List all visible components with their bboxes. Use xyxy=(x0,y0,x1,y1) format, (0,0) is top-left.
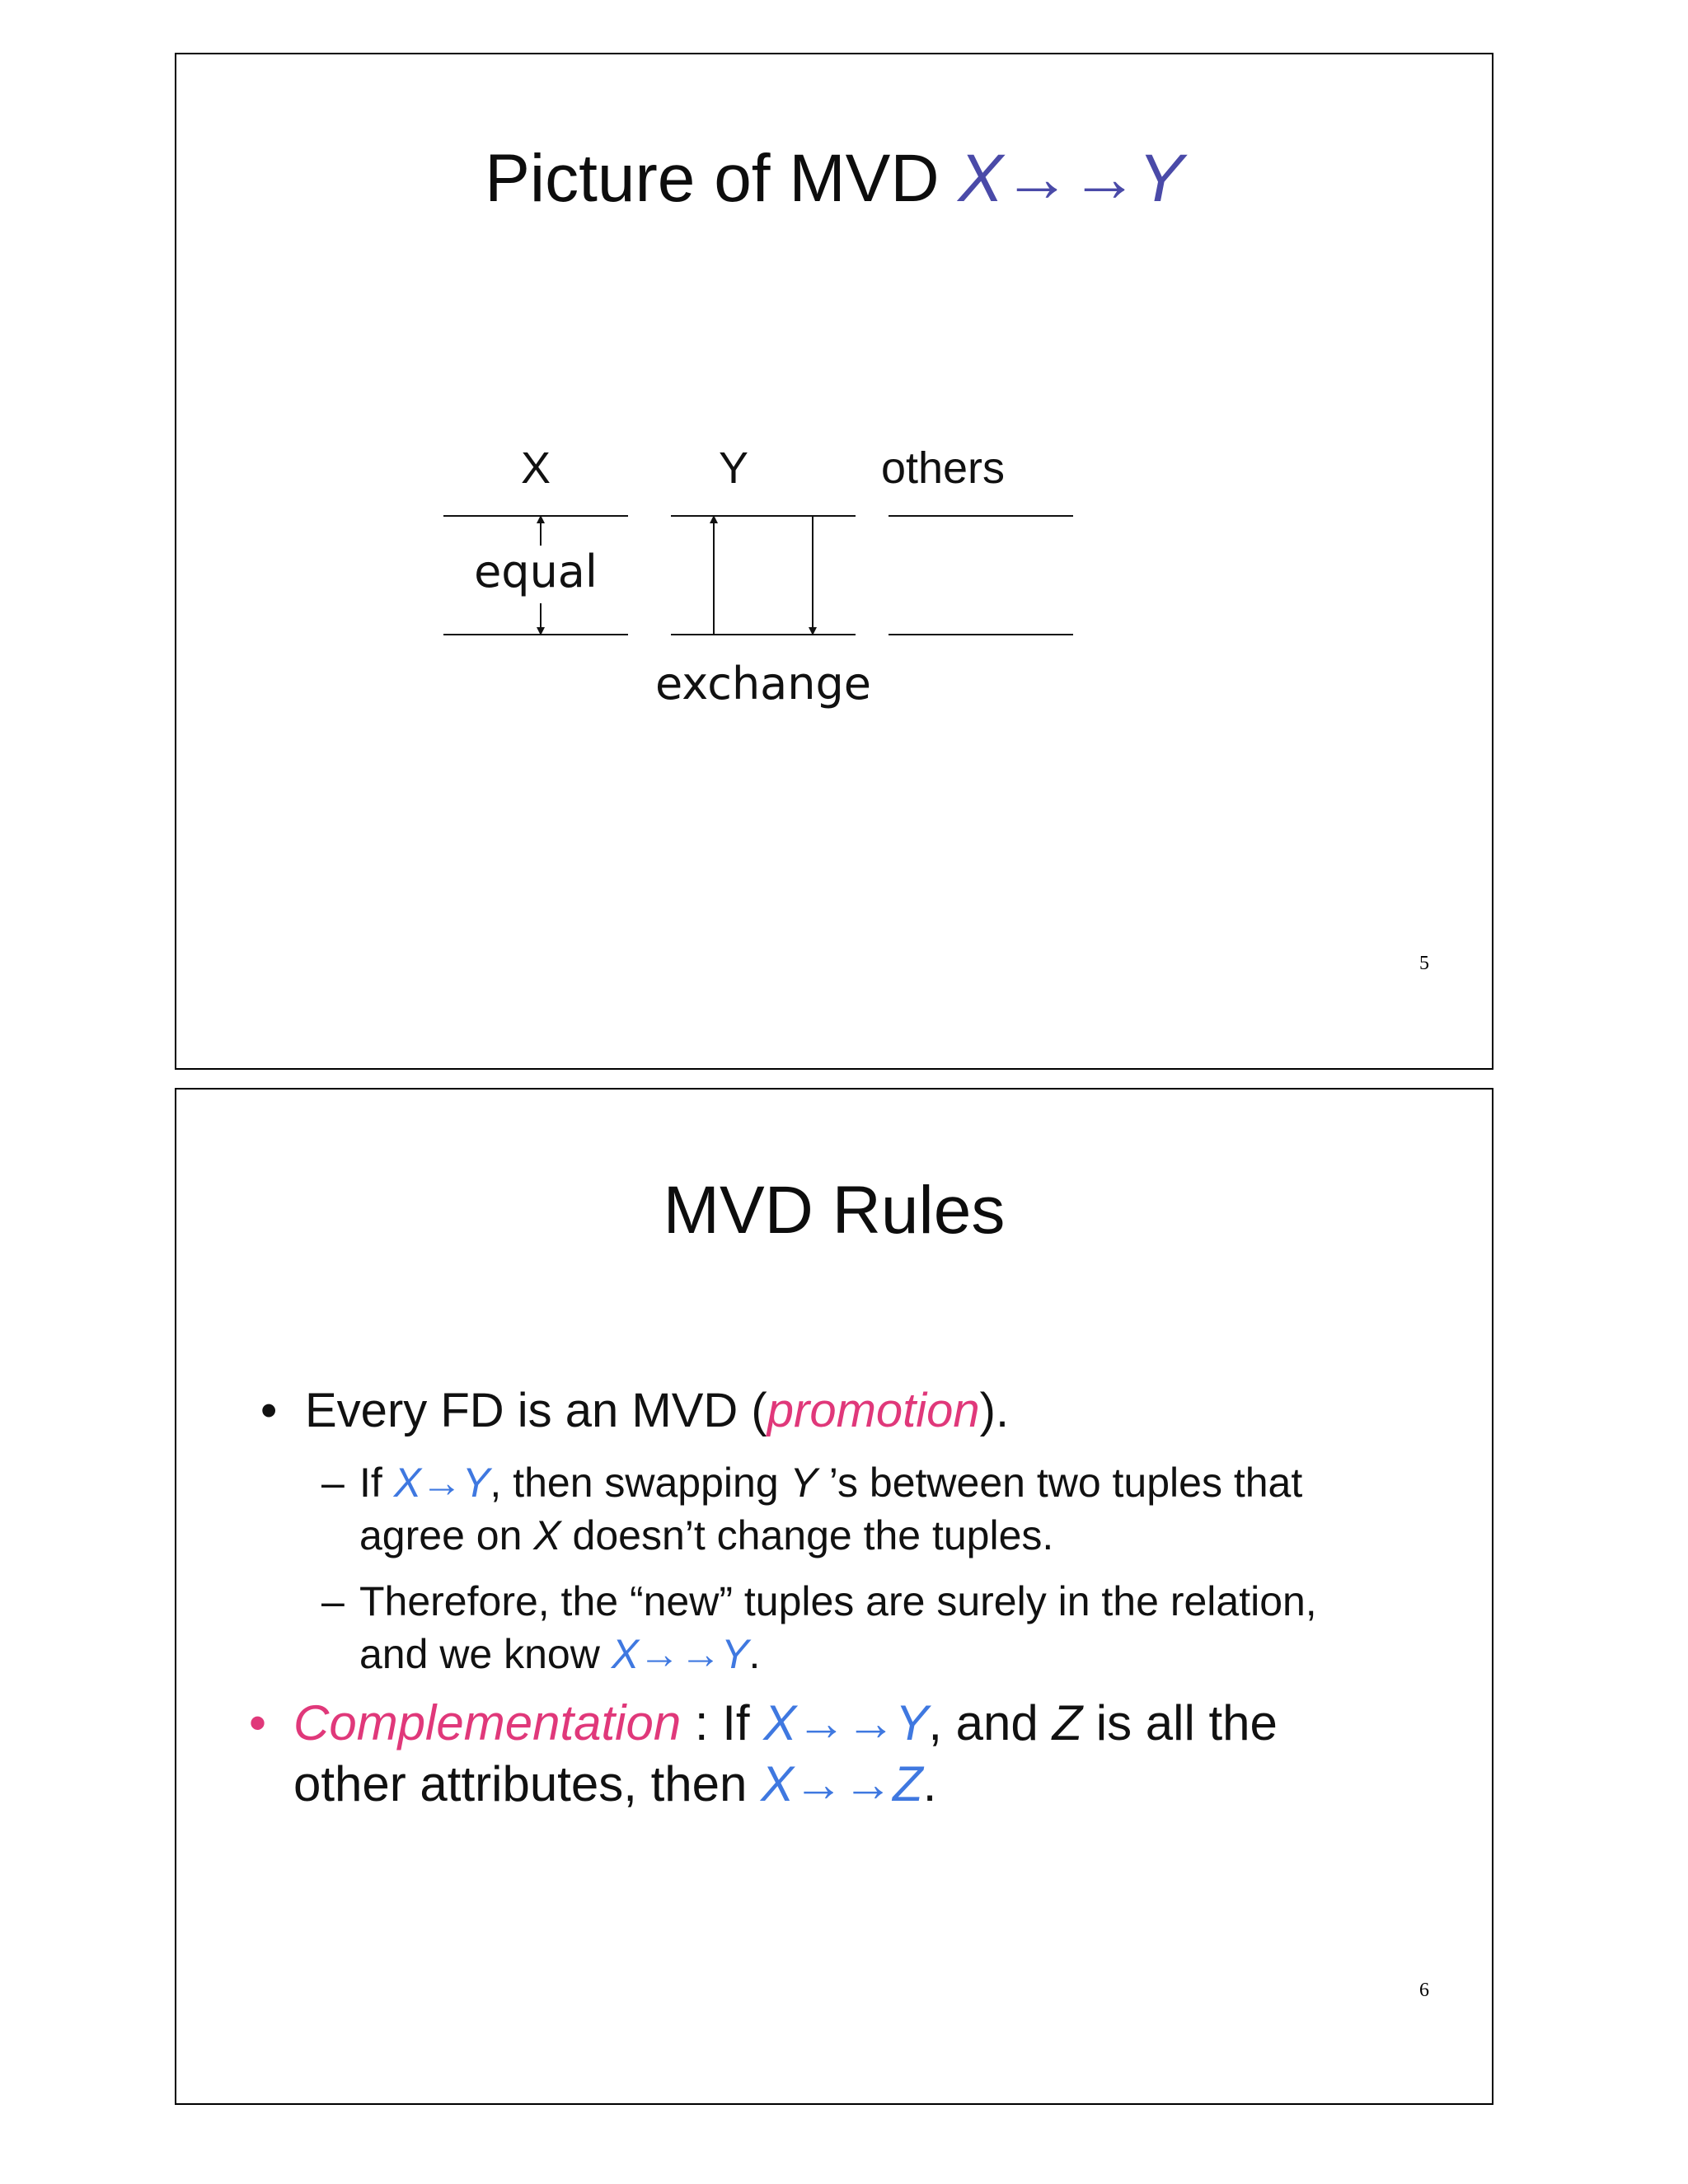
mvd-arrow-icon: →→ xyxy=(796,1695,896,1750)
dash-icon: – xyxy=(321,1460,345,1506)
mvd-arrow-icon: →→ xyxy=(1003,141,1139,216)
slide2-page-number: 6 xyxy=(1419,1980,1429,2001)
title-var-y: Y xyxy=(1138,141,1184,216)
mvd-diagram xyxy=(176,368,1495,829)
sub1-l2-pre: agree on xyxy=(359,1512,534,1558)
slide1-title xyxy=(176,140,1492,218)
slide1-page-number: 5 xyxy=(1419,953,1429,974)
sub1-l2-post: doesn’t change the tuples. xyxy=(560,1512,1054,1558)
sub2-l2-pre: and we know xyxy=(359,1631,612,1677)
bullet2-l2-post: . xyxy=(922,1756,937,1811)
var-y: Y xyxy=(721,1631,749,1677)
bullet1-post: ). xyxy=(979,1384,1010,1437)
bullet2-mid2: , and xyxy=(928,1695,1053,1750)
var-x: X xyxy=(763,1695,797,1750)
var-z: Z xyxy=(893,1756,923,1811)
var-x: X xyxy=(393,1460,422,1506)
bullet2-mid: : If xyxy=(681,1695,764,1750)
col-header-x: X xyxy=(520,443,551,493)
sub2-l2-post: . xyxy=(748,1631,761,1677)
sub1-line2 xyxy=(359,1511,1053,1559)
bullet2-l2-pre: other attributes, then xyxy=(293,1756,762,1811)
col-header-others: others xyxy=(880,443,1006,493)
bullet2-line2 xyxy=(293,1755,936,1812)
fd-arrow-icon: → xyxy=(421,1460,463,1506)
var-y-plain: Y xyxy=(790,1460,818,1506)
sub1-line1 xyxy=(359,1459,1302,1507)
term-promotion: promotion xyxy=(767,1384,980,1437)
title-var-x: X xyxy=(958,141,1004,216)
bullet1-pre: Every FD is an MVD ( xyxy=(305,1384,767,1437)
bullet-promotion-text xyxy=(305,1383,1009,1438)
mvd-arrow-icon: →→ xyxy=(639,1631,722,1677)
slide2-title: MVD Rules xyxy=(663,1173,1006,1248)
sub2-line1: Therefore, the “new” tuples are surely in the relation, xyxy=(359,1578,1317,1624)
var-y: Y xyxy=(895,1695,929,1750)
bullet-dot-icon: • xyxy=(249,1695,267,1750)
var-z-plain: Z xyxy=(1052,1695,1083,1750)
dash-icon: – xyxy=(321,1578,345,1624)
var-x: X xyxy=(761,1756,795,1811)
sub1-post: ’s between two tuples that xyxy=(817,1460,1303,1506)
term-complementation: Complementation xyxy=(293,1695,682,1750)
title-text: Picture of MVD xyxy=(485,141,959,216)
var-y: Y xyxy=(462,1460,490,1506)
sub2-line2 xyxy=(359,1630,760,1678)
sub1-mid: , then swapping xyxy=(490,1460,790,1506)
bullet2-line1 xyxy=(293,1694,1278,1751)
slide-2 xyxy=(175,1088,1493,2105)
bullet2-post: is all the xyxy=(1082,1695,1278,1750)
var-x: X xyxy=(611,1631,640,1677)
mvd-arrow-icon: →→ xyxy=(794,1756,893,1811)
col-header-y: Y xyxy=(718,443,749,493)
sub1-pre: If xyxy=(359,1460,394,1506)
label-equal: equal xyxy=(474,546,598,598)
var-x-plain: X xyxy=(533,1512,561,1558)
label-exchange: exchange xyxy=(654,658,872,710)
bullet-dot-icon: • xyxy=(260,1384,278,1437)
slide-1 xyxy=(175,53,1493,1070)
